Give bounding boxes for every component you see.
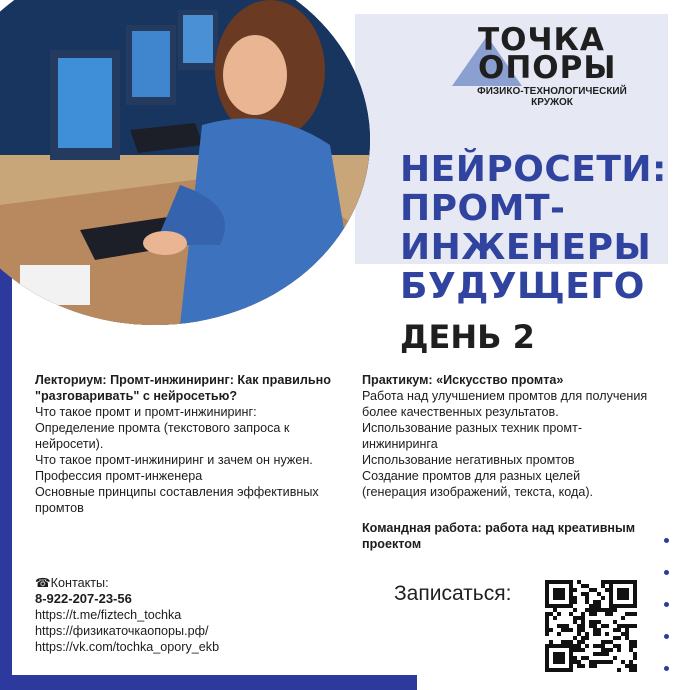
phone-number[interactable]: 8-922-207-23-56 bbox=[35, 591, 132, 606]
lecture-line: нейросети). bbox=[35, 437, 104, 451]
practice-block bbox=[362, 372, 672, 500]
dot bbox=[664, 570, 669, 575]
decorative-dots bbox=[664, 538, 674, 690]
left-accent-bar bbox=[0, 265, 12, 690]
dot bbox=[664, 538, 669, 543]
website-link[interactable]: https://физикаточкаопоры.рф/ bbox=[35, 624, 209, 638]
headline-line4: БУДУЩЕГО bbox=[400, 266, 645, 307]
practice-line: более качественных результатов. bbox=[362, 405, 559, 419]
logo-subtitle-line2: КРУЖОК bbox=[531, 97, 573, 108]
dot bbox=[664, 602, 669, 607]
lecture-line: Определение промта (текстового запроса к bbox=[35, 421, 290, 435]
logo-title-line2: ОПОРЫ bbox=[478, 50, 617, 86]
headline-line1: НЕЙРОСЕТИ: bbox=[400, 149, 667, 190]
practice-title: Практикум: «Искусство промта» bbox=[362, 373, 564, 387]
qr-code-icon[interactable] bbox=[545, 580, 637, 672]
dot bbox=[664, 666, 669, 671]
practice-line: Использование разных техник промт- bbox=[362, 421, 583, 435]
day-label: ДЕНЬ 2 bbox=[400, 318, 535, 356]
lecture-title-line2: "разговаривать" с нейросетью? bbox=[35, 389, 238, 403]
dot bbox=[664, 634, 669, 639]
team-line1: Командная работа: работа над креативным bbox=[362, 521, 636, 535]
team-line2: проектом bbox=[362, 537, 422, 551]
signup-label: Записаться: bbox=[394, 582, 512, 605]
logo bbox=[452, 22, 652, 112]
lecture-line: Основные принципы составления эффективных bbox=[35, 485, 319, 499]
practice-line: Создание промтов для разных целей bbox=[362, 469, 581, 483]
telegram-link[interactable]: https://t.me/fiztech_tochka bbox=[35, 608, 182, 622]
lecture-title-line1: Лекториум: Промт-инжиниринг: Как правильно bbox=[35, 373, 331, 387]
lecture-line: Профессия промт-инженера bbox=[35, 469, 203, 483]
lecture-line: промтов bbox=[35, 501, 84, 515]
logo-subtitle-line1: ФИЗИКО-ТЕХНОЛОГИЧЕСКИЙ bbox=[477, 86, 627, 97]
vk-link[interactable]: https://vk.com/tochka_opory_ekb bbox=[35, 640, 220, 654]
practice-line: (генерация изображений, текста, кода). bbox=[362, 485, 594, 499]
headline bbox=[400, 150, 680, 306]
practice-line: инжиниринга bbox=[362, 437, 438, 451]
practice-line: Работа над улучшением промтов для получения bbox=[362, 389, 648, 403]
practice-line: Использование негативных промтов bbox=[362, 453, 575, 467]
hero-illustration bbox=[0, 0, 370, 325]
contacts-block bbox=[35, 575, 355, 655]
logo-title-line1: ТОЧКА bbox=[478, 22, 605, 58]
lecture-block bbox=[35, 372, 355, 516]
lecture-line: Что такое промт-инжиниринг и зачем он нужен. bbox=[35, 453, 313, 467]
logo-subtitle bbox=[452, 86, 652, 108]
lecture-line: Что такое промт и промт-инжиниринг: bbox=[35, 405, 257, 419]
headline-line2: ПРОМТ- bbox=[400, 188, 566, 229]
bottom-accent-bar bbox=[12, 675, 417, 690]
team-work-block bbox=[362, 520, 652, 552]
headline-line3: ИНЖЕНЕРЫ bbox=[400, 227, 652, 268]
contacts-label: ☎Контакты: bbox=[35, 576, 109, 590]
